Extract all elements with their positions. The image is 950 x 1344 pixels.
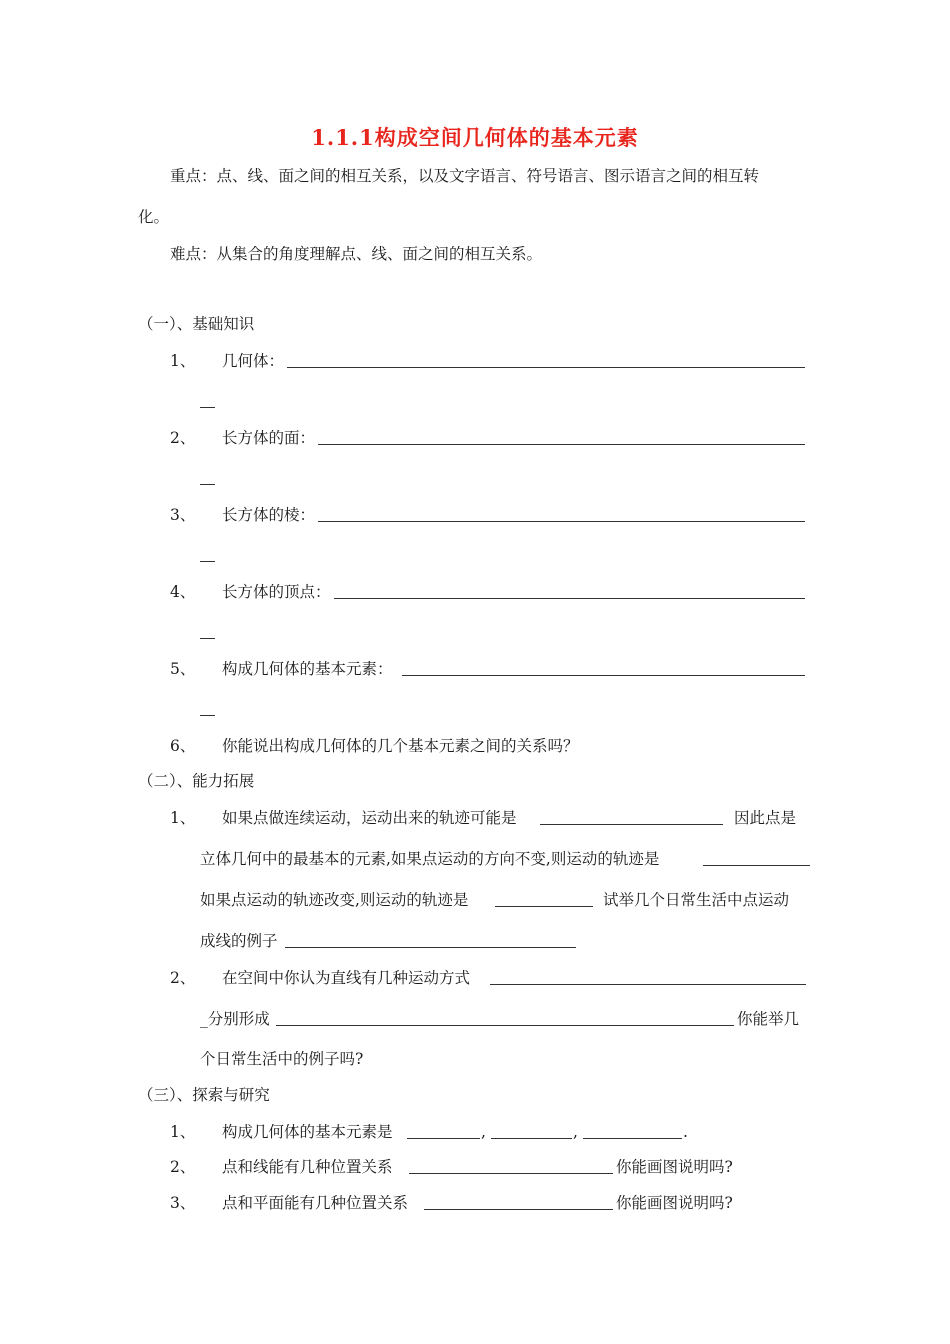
item-number: 6、 [170,737,196,755]
section-heading-basics: （一）、基础知识 [138,315,255,333]
answer-blank-continuation [200,715,215,716]
answer-blank[interactable] [491,1138,572,1139]
item-number: 2、 [170,429,196,447]
item-label: 你能说出构成几何体的几个基本元素之间的关系吗？ [222,737,579,755]
item-label: 构成几何体的基本元素： [222,660,393,678]
question-text: 立体几何中的最基本的元素,如果点运动的方向不变,则运动的轨迹是 [200,850,660,868]
question-text: 在空间中你认为直线有几种运动方式 [222,969,471,987]
answer-blank[interactable] [424,1209,613,1210]
item-number: 5、 [170,660,196,678]
item-number: 2、 [170,969,196,987]
item-number: 4、 [170,583,196,601]
question-text: 成线的例子 [200,932,278,950]
item-number: 3、 [170,1194,196,1212]
answer-blank[interactable] [490,984,806,985]
answer-blank[interactable] [540,824,723,825]
separator: , [481,1123,486,1141]
question-text: 如果点运动的轨迹改变,则运动的轨迹是 [200,891,469,909]
answer-blank[interactable] [409,1173,613,1174]
item-number: 1、 [170,809,196,827]
answer-blank[interactable] [407,1138,480,1139]
item-label: 长方体的棱： [222,506,316,524]
answer-blank-continuation [200,484,215,485]
question-text: 试举几个日常生活中点运动 [603,891,790,909]
difficulty-line: 难点：从集合的角度理解点、线、面之间的相互关系。 [170,245,543,263]
question-text: 点和平面能有几种位置关系 [222,1194,409,1212]
key-points-line-1: 重点：点、线、面之间的相互关系，以及文字语言、符号语言、图示语言之间的相互转 [170,167,760,185]
question-text: 你能画图说明吗? [616,1158,733,1176]
question-text: 点和线能有几种位置关系 [222,1158,393,1176]
question-text: 你能画图说明吗? [616,1194,733,1212]
section-heading-extension: （二）、能力拓展 [138,772,255,790]
answer-blank-continuation [200,638,215,639]
question-text: 因此点是 [734,809,797,827]
key-points-line-2: 化。 [138,208,170,226]
section-heading-exploration: （三）、探索与研究 [138,1086,270,1104]
item-label: 几何体： [222,352,285,370]
answer-blank[interactable] [287,367,805,368]
question-text: 个日常生活中的例子吗? [200,1050,364,1068]
answer-blank-continuation [200,561,215,562]
question-text: 你能举几 [737,1010,800,1028]
item-number: 1、 [170,1123,196,1141]
answer-blank[interactable] [285,947,576,948]
answer-blank[interactable] [276,1025,734,1026]
question-text: 构成几何体的基本元素是 [222,1123,393,1141]
answer-blank[interactable] [402,675,805,676]
question-text: _分别形成 [200,1010,270,1028]
item-number: 2、 [170,1158,196,1176]
separator: , [573,1123,578,1141]
separator: . [683,1123,688,1141]
answer-blank[interactable] [583,1138,682,1139]
answer-blank[interactable] [495,906,593,907]
answer-blank[interactable] [318,444,805,445]
item-label: 长方体的面： [222,429,316,447]
answer-blank[interactable] [334,598,805,599]
item-number: 3、 [170,506,196,524]
answer-blank-continuation [200,407,215,408]
item-number: 1、 [170,352,196,370]
answer-blank[interactable] [318,521,805,522]
question-text: 如果点做连续运动，运动出来的轨迹可能是 [222,809,517,827]
item-label: 长方体的顶点： [222,583,331,601]
page-title: 1.1.1构成空间几何体的基本元素 [311,125,639,150]
answer-blank[interactable] [703,865,810,866]
